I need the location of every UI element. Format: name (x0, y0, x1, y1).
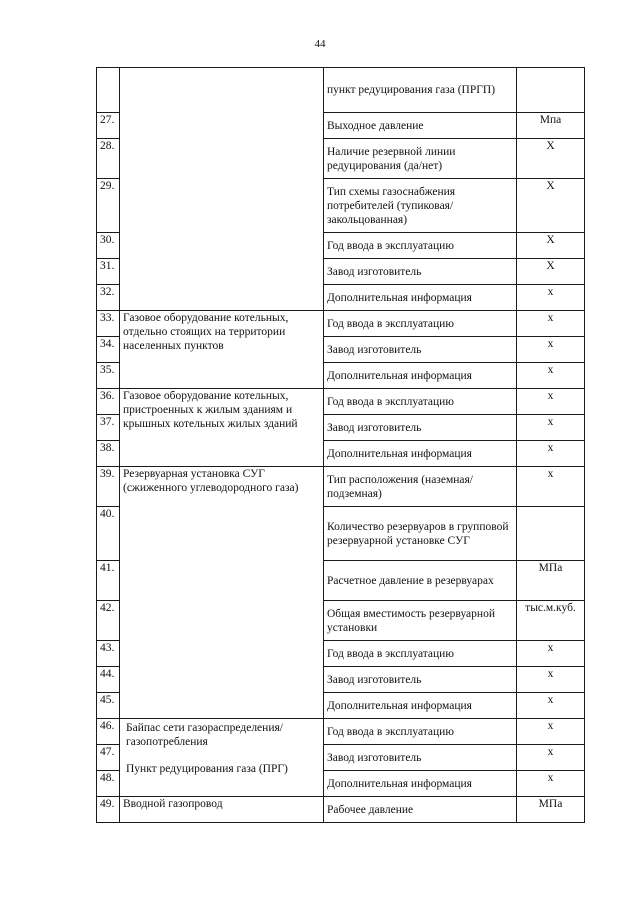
unit-cell: Х (517, 259, 585, 285)
unit-cell (517, 507, 585, 561)
table-row (97, 311, 585, 337)
unit-cell: х (517, 771, 585, 797)
row-number: 33. (97, 311, 120, 337)
unit-cell: х (517, 415, 585, 441)
table-row (97, 797, 585, 823)
parameter-cell: Дополнительная информация (324, 771, 517, 797)
parameter-cell: Расчетное давление в резервуарах (324, 561, 517, 601)
unit-cell: МПа (517, 797, 585, 823)
row-number: 46. (97, 719, 120, 745)
unit-cell: х (517, 693, 585, 719)
table-row (97, 68, 585, 113)
object-cell-inlet-pipeline: Вводной газопровод (120, 797, 324, 823)
parameter-cell: Завод изготовитель (324, 259, 517, 285)
unit-cell: МПа (517, 561, 585, 601)
unit-cell: Мпа (517, 113, 585, 139)
parameter-cell: Год ввода в эксплуатацию (324, 311, 517, 337)
object-cell-prgp-continued (120, 68, 324, 311)
parameter-cell: Год ввода в эксплуатацию (324, 233, 517, 259)
parameter-cell: Завод изготовитель (324, 667, 517, 693)
parameter-cell: Рабочее давление (324, 797, 517, 823)
parameter-cell: Завод изготовитель (324, 745, 517, 771)
unit-cell (517, 68, 585, 113)
row-number: 28. (97, 139, 120, 179)
object-cell-bypass-prg (120, 719, 324, 797)
row-number: 31. (97, 259, 120, 285)
parameter-cell: Год ввода в эксплуатацию (324, 641, 517, 667)
unit-cell: х (517, 467, 585, 507)
parameter-cell: Дополнительная информация (324, 441, 517, 467)
row-number: 43. (97, 641, 120, 667)
unit-cell: х (517, 337, 585, 363)
unit-cell: х (517, 311, 585, 337)
row-number: 41. (97, 561, 120, 601)
parameter-cell: Год ввода в эксплуатацию (324, 719, 517, 745)
unit-cell: х (517, 389, 585, 415)
unit-cell: Х (517, 233, 585, 259)
parameter-cell: пункт редуцирования газа (ПРГП) (324, 68, 517, 113)
row-number: 48. (97, 771, 120, 797)
parameter-cell: Тип схемы газоснабжения потребителей (тупиковая/закольцованная) (324, 179, 517, 233)
row-number: 32. (97, 285, 120, 311)
parameter-cell: Завод изготовитель (324, 337, 517, 363)
parameter-cell: Количество резервуаров в групповой резервуарной установке СУГ (324, 507, 517, 561)
object-cell-boiler-attached: Газовое оборудование котельных, пристроенных к жилым зданиям и крышных котельных жилых зданий (120, 389, 324, 467)
row-number: 44. (97, 667, 120, 693)
row-number: 45. (97, 693, 120, 719)
unit-cell: х (517, 363, 585, 389)
unit-cell: Х (517, 139, 585, 179)
unit-cell: х (517, 745, 585, 771)
row-number: 38. (97, 441, 120, 467)
page-number: 44 (314, 38, 326, 50)
row-number: 35. (97, 363, 120, 389)
row-number: 39. (97, 467, 120, 507)
row-number: 29. (97, 179, 120, 233)
row-number: 37. (97, 415, 120, 441)
object-cell-boiler-standalone: Газовое оборудование котельных, отдельно стоящих на территории населенных пунктов (120, 311, 324, 389)
table-row (97, 389, 585, 415)
row-number: 30. (97, 233, 120, 259)
unit-cell: х (517, 641, 585, 667)
row-number: 42. (97, 601, 120, 641)
unit-cell: х (517, 667, 585, 693)
prg-label: Пункт редуцирования газа (ПРГ) (126, 763, 288, 775)
row-number: 36. (97, 389, 120, 415)
parameter-cell: Год ввода в эксплуатацию (324, 389, 517, 415)
unit-cell: х (517, 285, 585, 311)
parameter-cell: Выходное давление (324, 113, 517, 139)
bypass-label: Байпас сети газораспределения/газопотребления (126, 722, 283, 748)
unit-cell: тыс.м.куб. (517, 601, 585, 641)
row-number: 40. (97, 507, 120, 561)
unit-cell: х (517, 719, 585, 745)
parameter-cell: Дополнительная информация (324, 363, 517, 389)
row-number: 49. (97, 797, 120, 823)
row-number: 34. (97, 337, 120, 363)
object-cell-lpg-tank: Резервуарная установка СУГ (сжиженного углеводородного газа) (120, 467, 324, 719)
parameter-cell: Завод изготовитель (324, 415, 517, 441)
parameter-cell: Общая вместимость резервуарной установки (324, 601, 517, 641)
parameter-cell: Тип расположения (наземная/подземная) (324, 467, 517, 507)
row-number (97, 68, 120, 113)
table-row (97, 719, 585, 745)
parameter-cell: Дополнительная информация (324, 693, 517, 719)
parameter-cell: Наличие резервной линии редуцирования (да/нет) (324, 139, 517, 179)
row-number: 27. (97, 113, 120, 139)
table-row (97, 467, 585, 507)
row-number: 47. (97, 745, 120, 771)
parameter-cell: Дополнительная информация (324, 285, 517, 311)
unit-cell: х (517, 441, 585, 467)
unit-cell: Х (517, 179, 585, 233)
parameters-table (96, 67, 585, 823)
